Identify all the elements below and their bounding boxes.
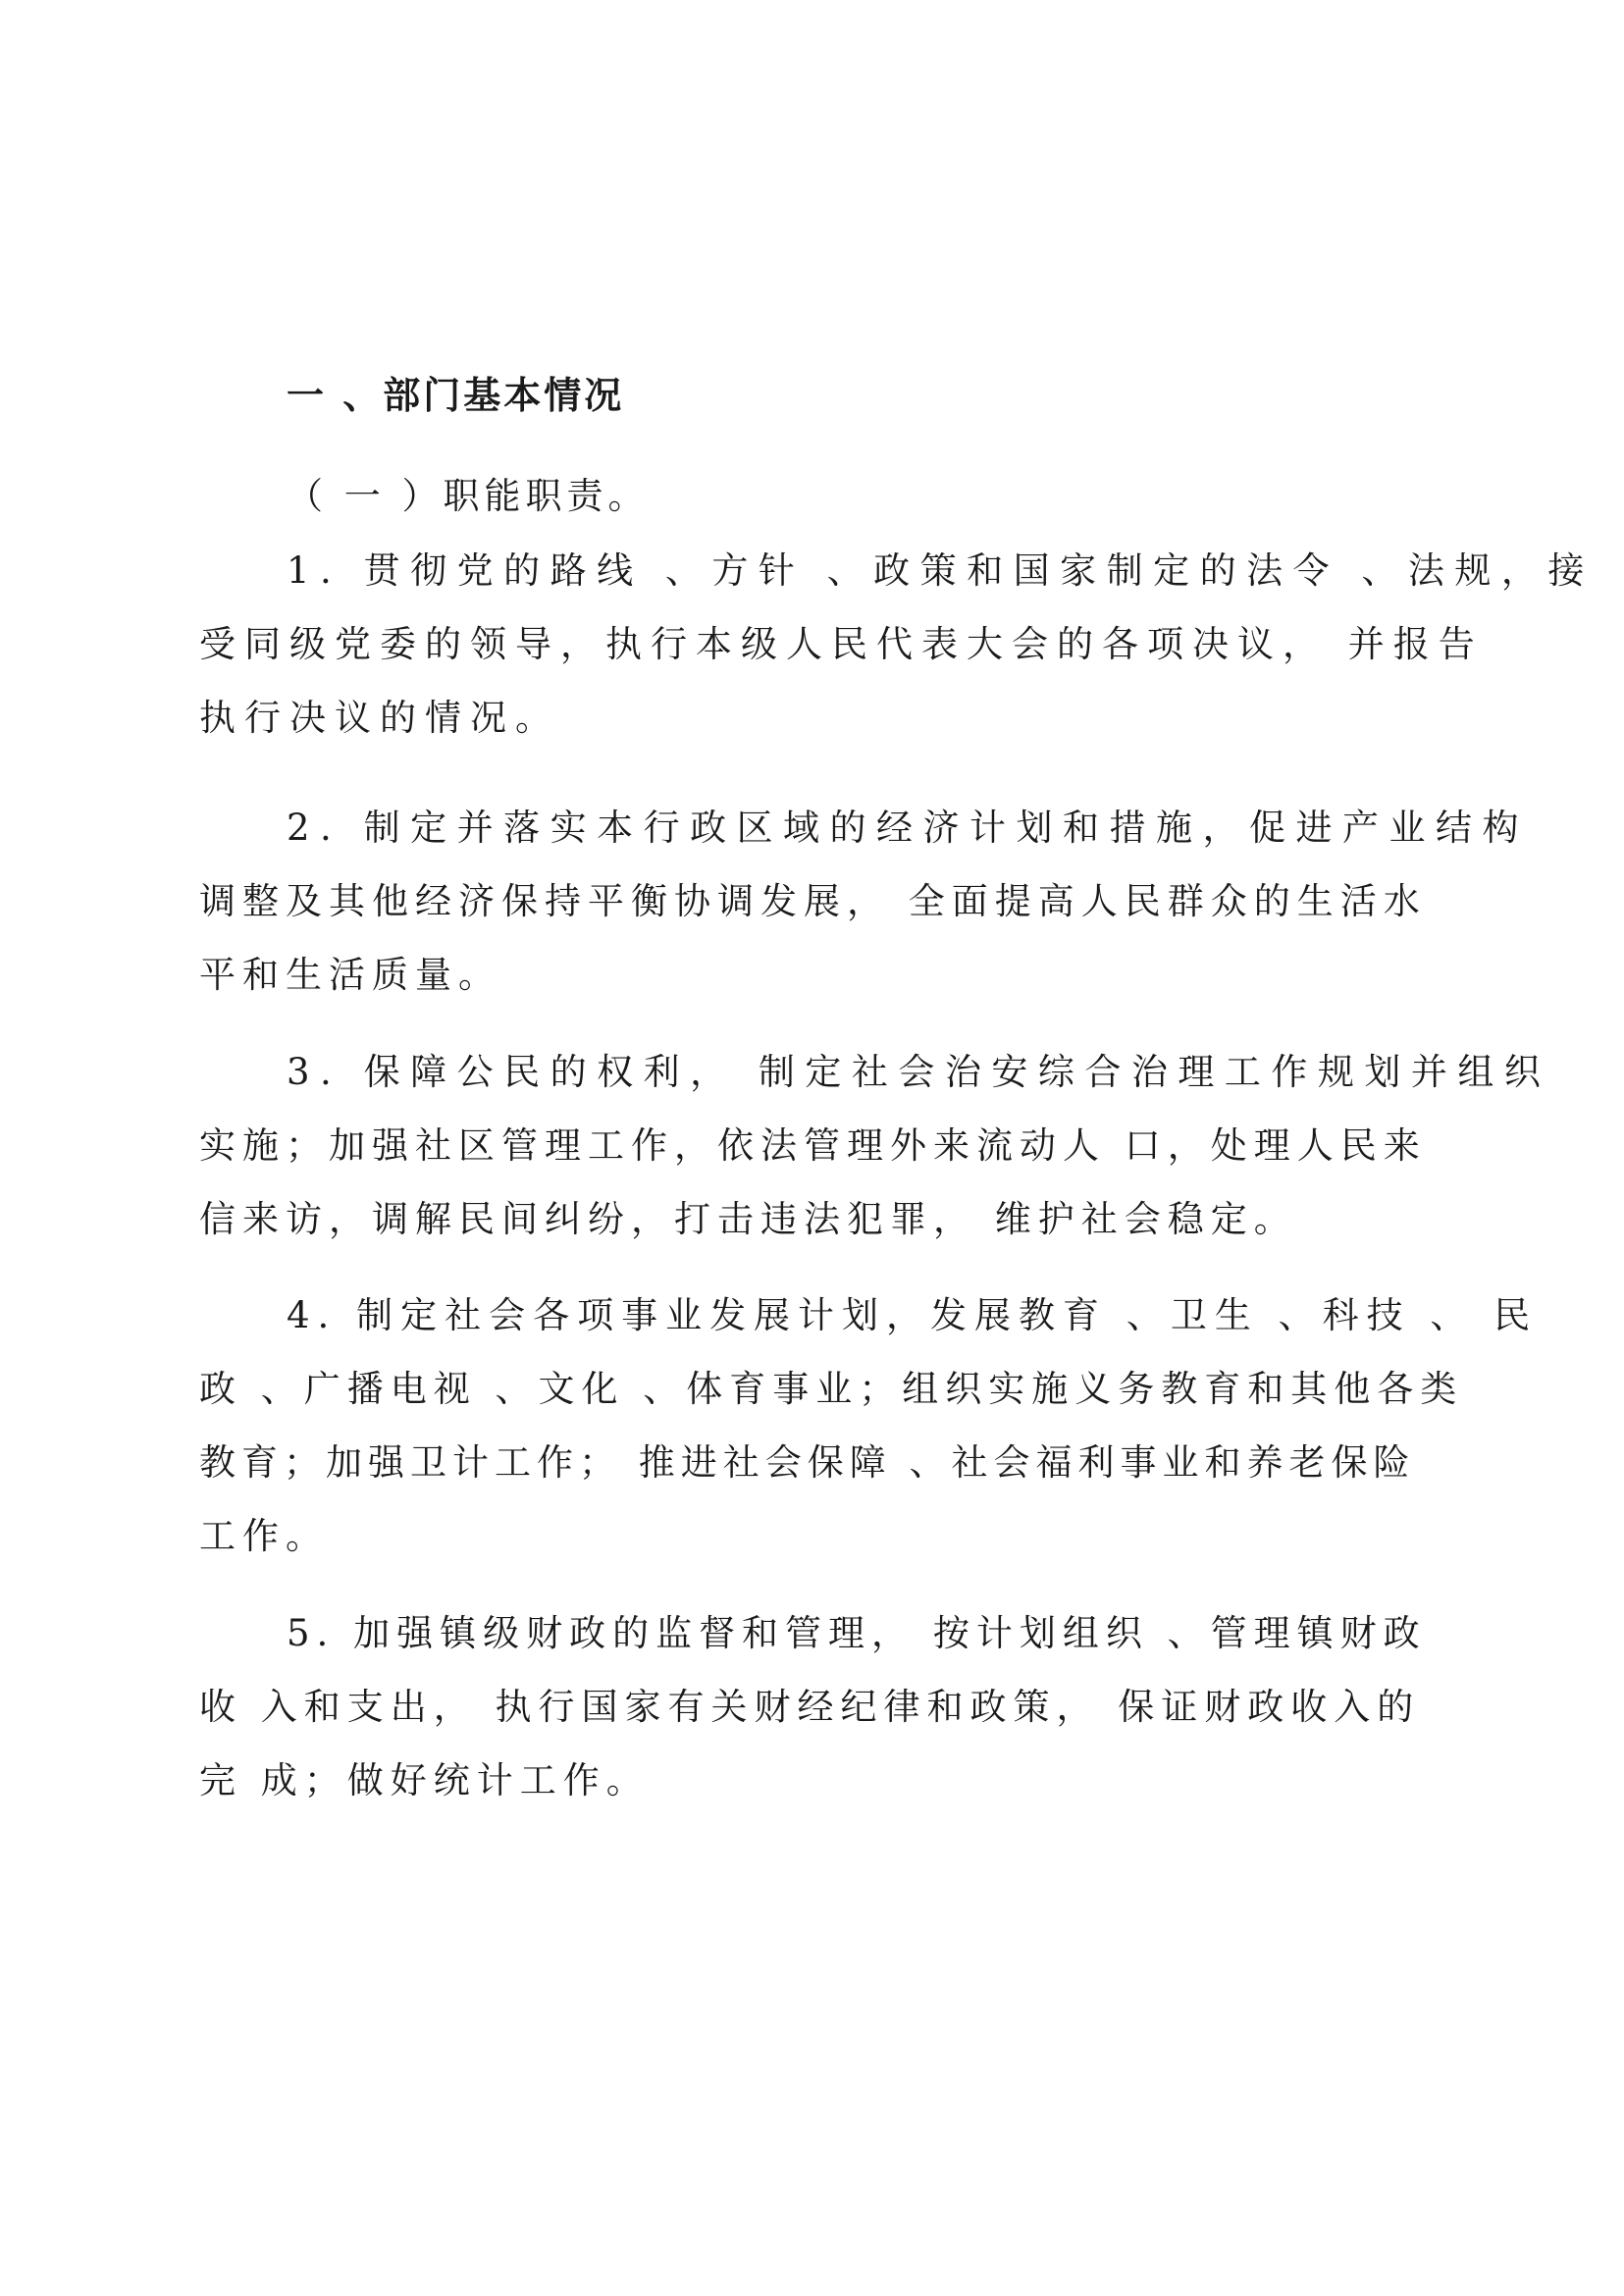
subsection-heading: （ 一 ）职能职责。	[287, 475, 650, 517]
paragraph-line: 5. 加强镇级财政的监督和管理， 按计划组织 、管理镇财政	[287, 1612, 1427, 1654]
paragraph-line: 2. 制定并落实本行政区域的经济计划和措施，促进产业结构	[287, 807, 1530, 849]
section-heading: 一 、部门基本情况	[287, 374, 625, 417]
paragraph-duty-5	[199, 1596, 1445, 1817]
paragraph-line: 执行决议的情况。	[199, 697, 560, 739]
paragraph-duty-2	[199, 791, 1530, 1012]
paragraph-line: 政 、广播电视 、文化 、体育事业；组织实施义务教育和其他各类	[199, 1368, 1464, 1410]
paragraph-line: 平和生活质量。	[199, 954, 501, 996]
paragraph-line: 3. 保障公民的权利， 制定社会治安综合治理工作规划并组织	[287, 1051, 1551, 1093]
paragraph-line: 工作。	[199, 1515, 329, 1557]
paragraph-line: 完 成；做好统计工作。	[199, 1759, 650, 1801]
paragraph-duty-4	[199, 1278, 1539, 1573]
paragraph-line: 收 入和支出， 执行国家有关财经纪律和政策， 保证财政收入的	[199, 1686, 1421, 1728]
paragraph-line: 信来访，调解民间纠纷，打击违法犯罪， 维护社会稳定。	[199, 1198, 1297, 1240]
paragraph-duty-3	[199, 1035, 1551, 1256]
paragraph-duty-1	[199, 534, 1595, 755]
paragraph-line: 教育；加强卫计工作； 推进社会保障 、社会福利事业和养老保险	[199, 1441, 1416, 1484]
paragraph-line: 受同级党委的领导，执行本级人民代表大会的各项决议， 并报告	[199, 623, 1484, 665]
paragraph-line: 实施；加强社区管理工作，依法管理外来流动人 口，处理人民来	[199, 1124, 1427, 1167]
paragraph-line: 4. 制定社会各项事业发展计划，发展教育 、卫生 、科技 、 民	[287, 1294, 1539, 1336]
paragraph-line: 调整及其他经济保持平衡协调发展， 全面提高人民群众的生活水	[199, 880, 1427, 922]
paragraph-line: 1. 贯彻党的路线 、方针 、政策和国家制定的法令 、法规，接	[287, 549, 1595, 592]
